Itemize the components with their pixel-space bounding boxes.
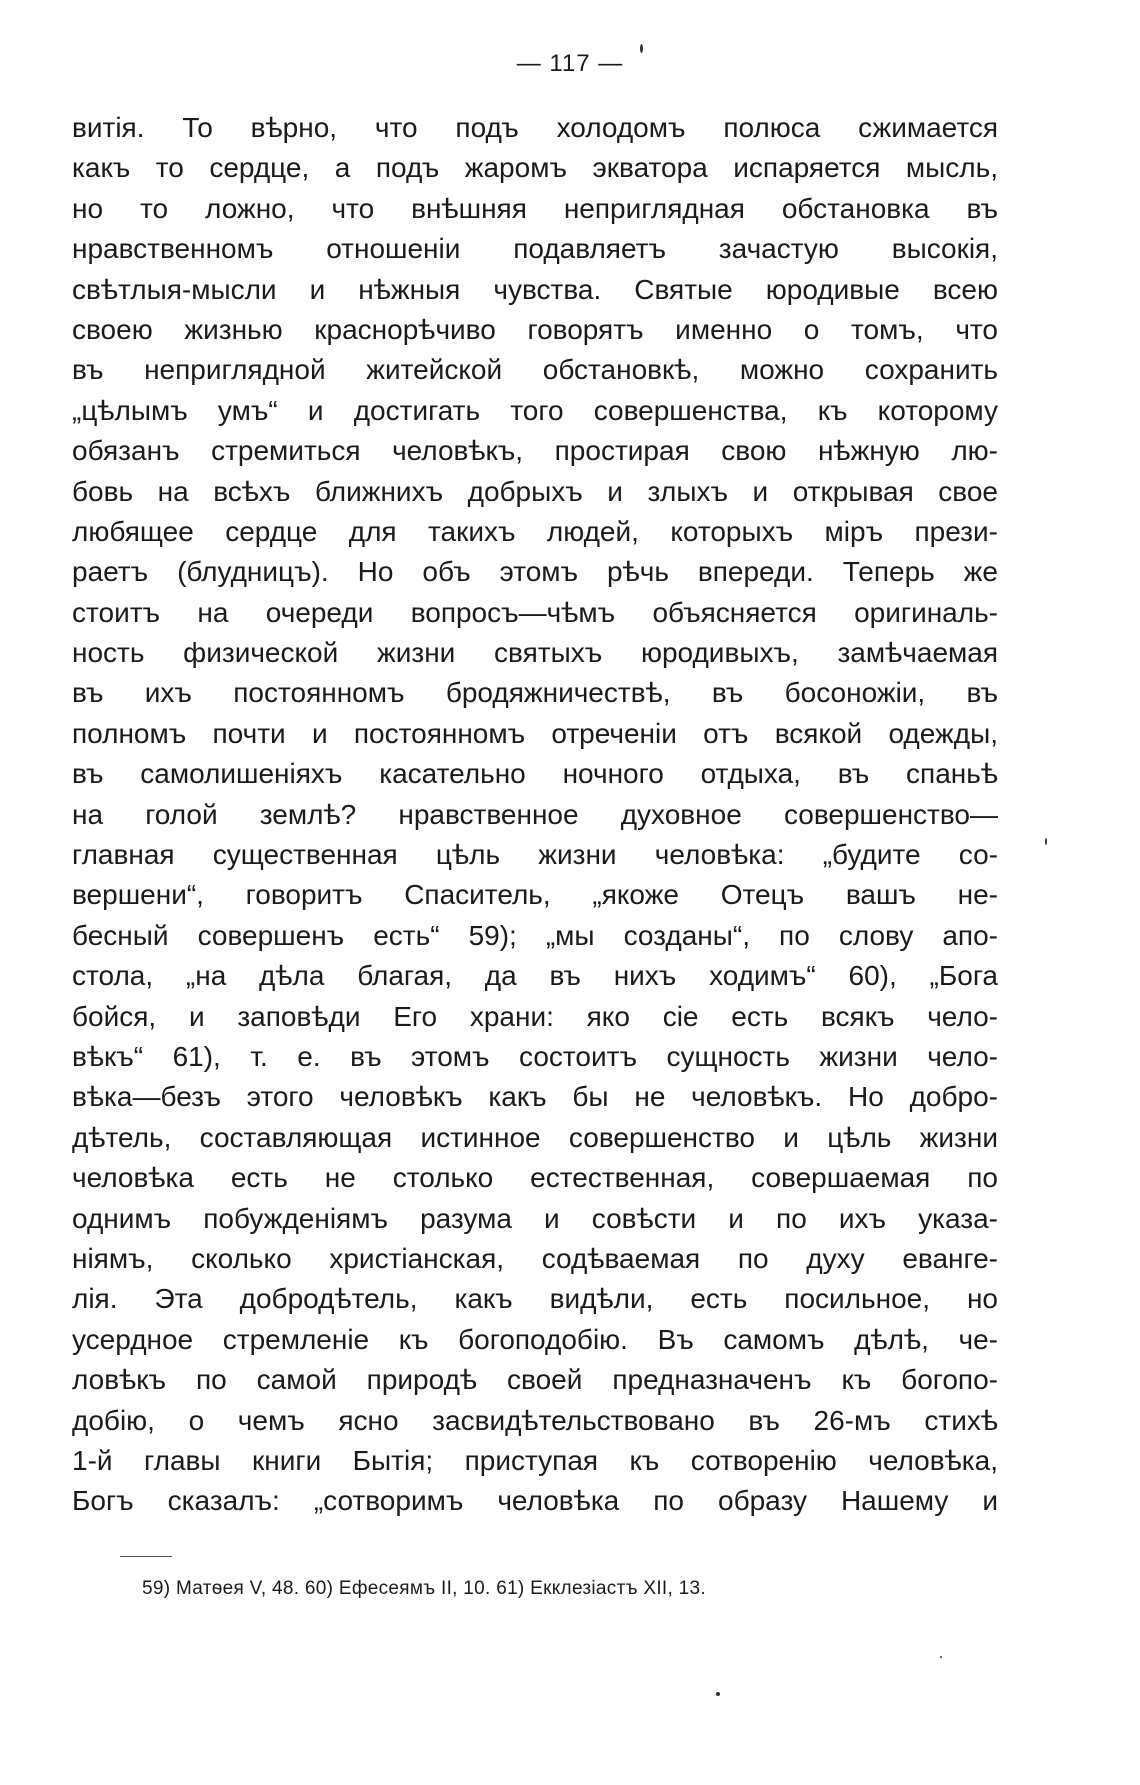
text-line: ніямъ, сколько христіанская, содѣваемая по духу еванге-: [72, 1242, 998, 1274]
scan-speck: [716, 1692, 720, 1696]
scan-speck: [940, 1656, 942, 1658]
text-line: стоитъ на очереди вопросъ—чѣмъ объясняется оригиналь-: [72, 596, 998, 628]
text-line: бойся, и заповѣди Его храни: яко сіе есть всякъ чело-: [72, 1000, 998, 1032]
footnotes: 59) Матѳея V, 48. 60) Ефесеямъ II, 10. 61) Екклезіастъ XII, 13.: [142, 1578, 706, 1599]
text-line: добію, о чемъ ясно засвидѣтельствовано въ 26-мъ стихѣ: [72, 1404, 998, 1436]
text-line: усердное стремленіе къ богоподобію. Въ самомъ дѣлѣ, че-: [72, 1323, 998, 1355]
text-line: вѣкъ“ 61), т. е. въ этомъ состоитъ сущность жизни чело-: [72, 1040, 998, 1072]
body-text: [72, 108, 998, 1522]
text-line: на голой землѣ? нравственное духовное совершенство—: [72, 798, 998, 830]
text-line: въ самолишеніяхъ касательно ночного отдыха, въ спаньѣ: [72, 758, 998, 790]
text-line: „цѣлымъ умъ“ и достигать того совершенства, къ которому: [72, 394, 998, 426]
text-line: 1-й главы книги Бытія; приступая къ сотворенію человѣка,: [72, 1444, 998, 1476]
text-line: стола, „на дѣла благая, да въ нихъ ходимъ“ 60), „Бога: [72, 960, 998, 992]
scan-speck: [640, 44, 643, 53]
text-line: нравственномъ отношеніи подавляетъ зачастую высокія,: [72, 233, 998, 265]
text-line: главная существенная цѣль жизни человѣка: „будите со-: [72, 839, 998, 871]
text-line: въ ихъ постоянномъ бродяжничествѣ, въ босоножіи, въ: [72, 677, 998, 709]
text-line: витія. То вѣрно, что подъ холодомъ полюса сжимается: [72, 112, 998, 143]
scan-speck: [1045, 838, 1047, 845]
text-line: вершени“, говоритъ Спаситель, „якоже Отецъ вашъ не-: [72, 879, 998, 911]
text-line: бесный совершенъ есть“ 59); „мы созданы“, по слову апо-: [72, 919, 998, 951]
page-number: — 117 —: [516, 50, 624, 77]
text-line: ловѣкъ по самой природѣ своей предназначенъ къ богопо-: [72, 1364, 998, 1396]
text-line: любящее сердце для такихъ людей, которыхъ міръ прези-: [72, 515, 998, 547]
text-line: дѣтель, составляющая истинное совершенство и цѣль жизни: [72, 1121, 998, 1153]
text-line: но то ложно, что внѣшняя неприглядная обстановка въ: [72, 192, 998, 224]
text-line: какъ то сердце, а подъ жаромъ экватора испаряется мысль,: [72, 152, 998, 184]
text-line: бовь на всѣхъ ближнихъ добрыхъ и злыхъ и открывая свое: [72, 475, 998, 507]
footnote-divider: [120, 1556, 172, 1557]
text-line: Богъ сказалъ: „сотворимъ человѣка по образу Нашему и: [72, 1485, 998, 1517]
text-line: своею жизнью краснорѣчиво говорятъ именно о томъ, что: [72, 313, 998, 345]
text-line: ность физической жизни святыхъ юродивыхъ, замѣчаемая: [72, 637, 998, 669]
text-line: лія. Эта добродѣтель, какъ видѣли, есть посильное, но: [72, 1283, 998, 1315]
text-line: обязанъ стремиться человѣкъ, простирая свою нѣжную лю-: [72, 435, 998, 467]
text-line: полномъ почти и постоянномъ отреченіи отъ всякой одежды,: [72, 717, 998, 749]
text-line: свѣтлыя-мысли и нѣжныя чувства. Святые юродивые всею: [72, 273, 998, 305]
text-line: раетъ (блудницъ). Но объ этомъ рѣчь впереди. Теперь же: [72, 556, 998, 588]
text-line: вѣка—безъ этого человѣкъ какъ бы не человѣкъ. Но добро-: [72, 1081, 998, 1113]
text-line: однимъ побужденіямъ разума и совѣсти и по ихъ указа-: [72, 1202, 998, 1234]
text-line: человѣка есть не столько естественная, совершаемая по: [72, 1162, 998, 1194]
text-line: въ неприглядной житейской обстановкѣ, можно сохранить: [72, 354, 998, 386]
